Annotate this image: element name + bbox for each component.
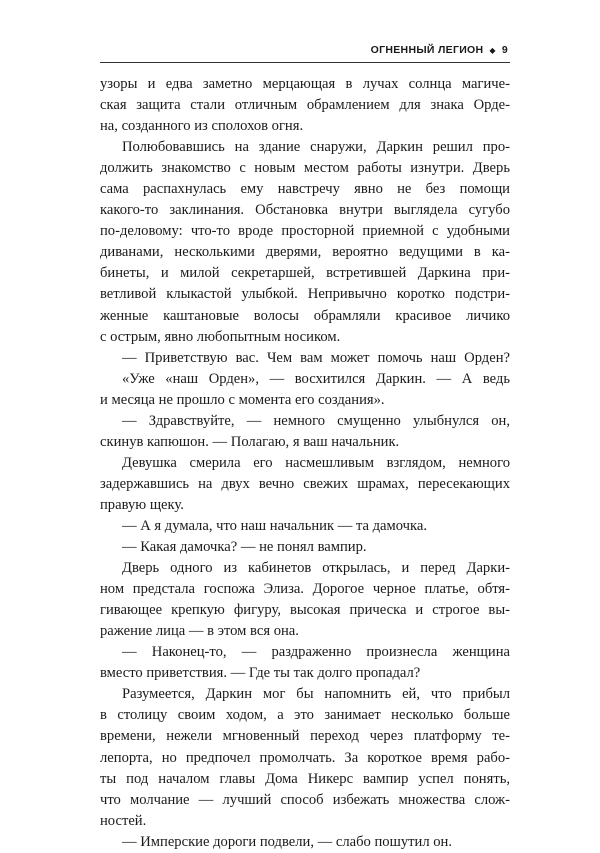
text-line: — Наконец-то, — раздраженно произнесла женщина <box>122 644 510 661</box>
text-line: ностей. <box>100 812 147 829</box>
body-text <box>100 74 510 853</box>
text-line: в столицу своим ходом, а это занимает несколько больше <box>100 707 510 724</box>
text-line: ражение лица — в этом вся она. <box>100 623 299 640</box>
text-line: лепорта, но предпочел промолчать. За короткое время рабо- <box>100 749 510 766</box>
text-line: Дверь одного из кабинетов открылась, и перед Дарки- <box>122 560 510 577</box>
text-line: ном предстала госпожа Элиза. Дорогое черное платье, обтя- <box>100 581 510 598</box>
text-line: узоры и едва заметно мерцающая в лучах солнца магиче- <box>100 76 510 92</box>
text-line: — Здравствуйте, — немного смущенно улыбнулся он, <box>122 412 510 429</box>
running-head <box>371 44 508 56</box>
text-line: ская защита стали отличным обрамлением для знака Орде- <box>100 97 510 114</box>
text-line: скинув капюшон. — Полагаю, я ваш начальник. <box>100 433 400 450</box>
text-line: Полюбовавшись на здание снаружи, Даркин решил про- <box>122 139 510 156</box>
running-title: ОГНЕННЫЙ ЛЕГИОН <box>370 44 484 56</box>
text-line: какого-то заклинания. Обстановка внутри выглядела сугубо <box>100 202 510 219</box>
text-line: ветливой клыкастой улыбкой. Непривычно коротко подстри- <box>100 286 510 303</box>
text-line: гивающее крепкую фигуру, высокая прическа и строгое вы- <box>100 602 510 619</box>
page-number: 9 <box>501 44 508 56</box>
text-line: диванами, несколькими дверями, вероятно ведущими в ка- <box>100 244 510 261</box>
text-line: — Какая дамочка? — не понял вампир. <box>122 539 367 556</box>
text-line: задержавшись на двух вечно свежих шрамах, пересекающих <box>100 475 510 492</box>
text-line: должить знакомство с новым местом работы изнутри. Дверь <box>100 160 510 177</box>
text-line: по-деловому: что-то вроде просторной приемной с удобными <box>100 223 510 240</box>
text-line: женные каштановые волосы обрамляли красивое личико <box>100 307 510 324</box>
text-line: Девушка смерила его насмешливым взглядом, немного <box>122 454 510 471</box>
text-line: «Уже «наш Орден», — восхитился Даркин. — А ведь <box>122 370 510 387</box>
text-line: с острым, явно любопытным носиком. <box>100 328 341 345</box>
text-line: на, созданного из сполохов огня. <box>100 118 304 135</box>
text-line: — Приветствую вас. Чем вам может помочь наш Орден? <box>122 349 510 366</box>
text-line: что молчание — лучший способ избежать множества слож- <box>100 791 510 808</box>
separator-diamond-icon: ◆ <box>489 45 496 55</box>
text-line: и месяца не прошло с момента его создания». <box>100 391 385 408</box>
text-line: бинеты, и милой секретаршей, встретившей Даркина при- <box>100 265 510 282</box>
text-line: сама распахнулась ему навстречу явно не без помощи <box>100 181 510 198</box>
text-line: Разумеется, Даркин мог бы напомнить ей, что прибыл <box>122 686 510 703</box>
header-rule <box>100 62 510 63</box>
text-line: вместо приветствия. — Где ты так долго пропадал? <box>100 665 421 682</box>
text-line: ты под началом главы Дома Никерс вампир успел понять, <box>100 770 510 787</box>
text-line: времени, нежели мгновенный переход через платформу те- <box>100 728 510 745</box>
text-line: — Имперские дороги подвели, — слабо пошутил он. <box>122 833 453 850</box>
text-line: правую щеку. <box>100 496 184 513</box>
text-line: — А я думала, что наш начальник — та дамочка. <box>122 517 428 534</box>
